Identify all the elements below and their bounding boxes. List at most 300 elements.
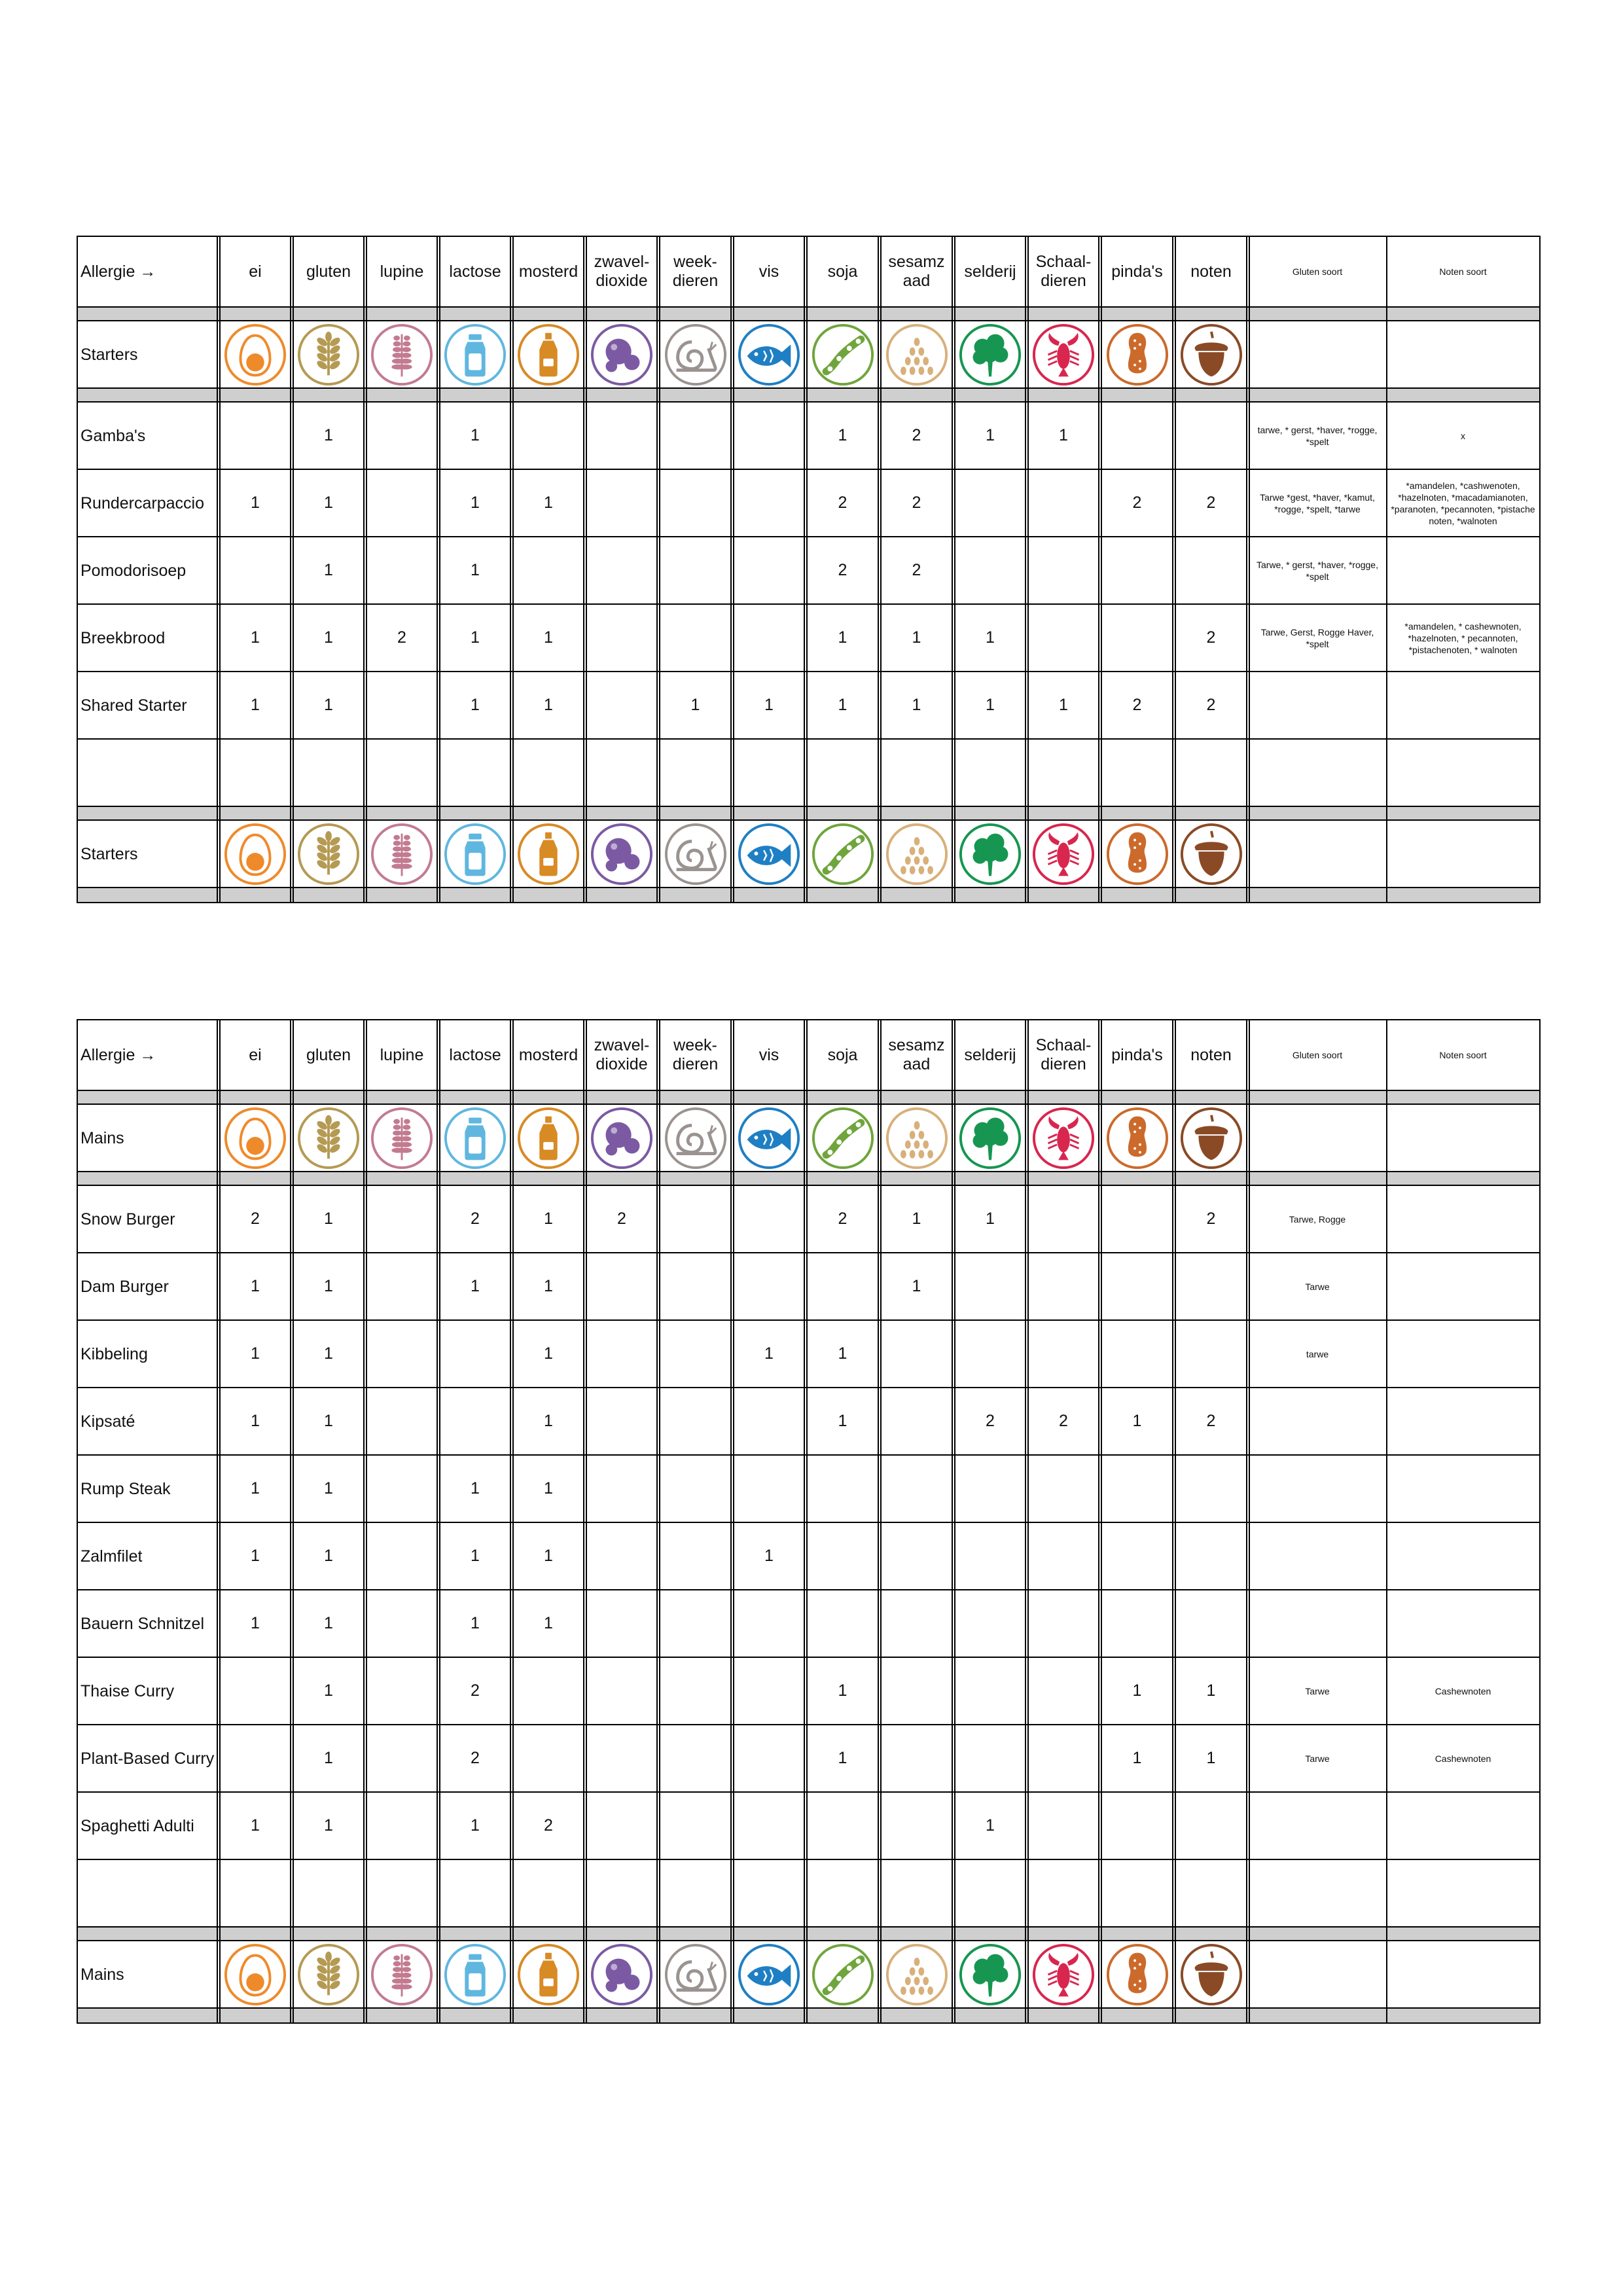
allergen-value-mosterd [512, 1725, 585, 1791]
allergen-value-zwaveldioxide [585, 740, 658, 806]
allergen-value-zwaveldioxide [585, 470, 658, 536]
allergen-value-selderij [954, 1860, 1027, 1926]
allergen-value-zwaveldioxide [585, 1253, 658, 1319]
mustard-icon [512, 1105, 585, 1171]
lobster-icon [1027, 1105, 1100, 1171]
allergen-value-lactose: 2 [471, 1681, 480, 1700]
allergen-value-selderij [954, 1523, 1027, 1589]
allergen-value-noten: 2 [1206, 628, 1216, 647]
column-divider [510, 237, 514, 902]
column-divider [1246, 1020, 1250, 2022]
allergen-value-ei [219, 740, 292, 806]
gluten-soort-value: Tarwe [1305, 1685, 1330, 1696]
sulphite-bubbles-icon [585, 1105, 658, 1171]
allergen-value-gluten: 1 [324, 628, 333, 647]
allergen-value-ei [219, 1860, 292, 1926]
allergen-value-mosterd [512, 740, 585, 806]
allergen-value-gluten: 1 [324, 426, 333, 444]
column-divider [510, 1020, 514, 2022]
allergen-value-ei: 1 [251, 1277, 260, 1295]
allergen-value-lupine [365, 672, 438, 738]
dish-name: Dam Burger [80, 1277, 169, 1296]
allergen-value-weekdieren [658, 1388, 732, 1454]
sesame-seeds-icon [880, 1941, 954, 2007]
allergen-value-vis [732, 1590, 806, 1657]
allergen-value-pindas [1100, 1456, 1174, 1522]
allergen-value-zwaveldioxide: 2 [617, 1210, 626, 1228]
allergen-value-vis [732, 1725, 806, 1791]
gluten-soort-value [1248, 740, 1387, 806]
column-divider [656, 237, 660, 902]
row-separator [78, 389, 1539, 403]
column-divider [804, 237, 808, 902]
allergen-value-mosterd: 1 [544, 1547, 553, 1565]
allergen-value-mosterd: 1 [544, 696, 553, 714]
dish-name: Spaghetti Adulti [80, 1816, 194, 1835]
header-row [78, 1020, 1539, 1091]
noten-soort-value [1387, 1523, 1539, 1589]
fish-icon [732, 1105, 806, 1171]
allergen-value-mosterd: 1 [544, 1614, 553, 1632]
allergen-value-pindas [1100, 1253, 1174, 1319]
allergen-value-ei: 1 [251, 1344, 260, 1363]
allergen-header-gluten: gluten [306, 262, 351, 281]
allergen-value-gluten [292, 740, 365, 806]
noten-soort-value [1387, 1388, 1539, 1454]
allergen-value-weekdieren [658, 1725, 732, 1791]
allergen-value-sesamzaad [880, 1860, 954, 1926]
allergen-value-sesamzaad [880, 1523, 954, 1589]
allergen-value-soja [806, 740, 880, 806]
allergen-value-mosterd: 2 [544, 1816, 553, 1835]
allergen-header-soja: soja [827, 262, 858, 281]
allergen-value-zwaveldioxide [585, 1658, 658, 1724]
allergen-value-gluten: 1 [324, 1344, 333, 1363]
allergen-value-vis [732, 605, 806, 671]
allergen-value-lactose: 1 [471, 1816, 480, 1835]
allergen-value-ei: 1 [251, 1614, 260, 1632]
allergen-header-zwaveldioxide: zwavel- dioxide [594, 1036, 650, 1073]
snail-icon [658, 821, 732, 887]
empty-cell [1387, 821, 1539, 887]
mustard-icon [512, 1941, 585, 2007]
fish-icon [732, 821, 806, 887]
dish-name: Kibbeling [80, 1344, 148, 1363]
allergen-header-lupine: lupine [380, 262, 424, 281]
lupine-icon [365, 1105, 438, 1171]
allergen-value-sesamzaad [880, 1725, 954, 1791]
row-separator [78, 807, 1539, 821]
allergen-value-gluten: 1 [324, 1547, 333, 1565]
allergen-value-lactose: 1 [471, 426, 480, 444]
allergen-value-noten: 2 [1206, 493, 1216, 512]
allergen-value-schaaldieren: 2 [1059, 1412, 1068, 1430]
allergen-value-lactose: 1 [471, 628, 480, 647]
allergen-value-selderij: 1 [986, 1816, 995, 1835]
table-row [78, 1186, 1539, 1253]
allergen-value-schaaldieren [1027, 1590, 1100, 1657]
dish-name: Plant-Based Curry [80, 1749, 215, 1768]
allergen-value-lupine [365, 1456, 438, 1522]
acorn-icon [1174, 1105, 1248, 1171]
allergen-value-pindas [1100, 605, 1174, 671]
row-separator [78, 1091, 1539, 1105]
allergen-header-lupine: lupine [380, 1045, 424, 1064]
allergen-value-selderij [954, 740, 1027, 806]
row-separator [78, 1928, 1539, 1941]
wheat-icon [292, 821, 365, 887]
allergen-value-weekdieren [658, 403, 732, 469]
allergen-value-sesamzaad [880, 1456, 954, 1522]
allergen-value-sesamzaad [880, 1388, 954, 1454]
table-row [78, 1860, 1539, 1928]
allergen-value-zwaveldioxide [585, 1725, 658, 1791]
allergen-header-noten: noten [1190, 262, 1232, 281]
allergen-header-weekdieren: week- dieren [672, 253, 719, 290]
allergen-value-zwaveldioxide [585, 1456, 658, 1522]
allergen-value-vis: 1 [764, 1547, 774, 1565]
allergen-value-soja: 2 [838, 561, 847, 579]
gluten-soort-value: tarwe [1306, 1348, 1329, 1359]
dish-name: Pomodorisoep [80, 561, 187, 580]
allergen-value-ei: 1 [251, 628, 260, 647]
allergen-value-noten: 2 [1206, 696, 1216, 714]
gluten-soort-value: Tarwe, Rogge [1289, 1213, 1346, 1225]
gluten-soort-value [1248, 1523, 1387, 1589]
snail-icon [658, 321, 732, 387]
egg-icon [219, 1941, 292, 2007]
table-row [78, 1793, 1539, 1860]
allergen-value-zwaveldioxide [585, 1321, 658, 1387]
allergen-value-pindas [1100, 1793, 1174, 1859]
wheat-icon [292, 321, 365, 387]
dish-name: Shared Starter [80, 696, 187, 715]
allergen-value-weekdieren [658, 1253, 732, 1319]
celery-icon [954, 1941, 1027, 2007]
allergen-header-vis: vis [758, 262, 779, 281]
column-divider [1172, 1020, 1176, 2022]
allergen-value-lupine [365, 470, 438, 536]
table-row [78, 537, 1539, 605]
column-divider [1098, 1020, 1102, 2022]
allergen-value-soja [806, 1456, 880, 1522]
allergen-value-ei: 1 [251, 1479, 260, 1498]
allergen-value-lactose: 1 [471, 1614, 480, 1632]
section-label: Mains [80, 1128, 124, 1147]
noten-soort-value [1387, 1860, 1539, 1926]
allergen-value-zwaveldioxide [585, 1793, 658, 1859]
allergen-value-noten [1174, 403, 1248, 469]
allergen-value-lupine [365, 1793, 438, 1859]
allergen-value-soja: 1 [838, 1412, 847, 1430]
allergen-value-noten: 2 [1206, 1412, 1216, 1430]
allergen-value-selderij [954, 470, 1027, 536]
gluten-soort-value [1248, 1388, 1387, 1454]
allergen-value-pindas [1100, 1860, 1174, 1926]
table-row [78, 1590, 1539, 1658]
table-row [78, 1456, 1539, 1523]
section-label: Starters [80, 345, 138, 364]
dish-name [78, 1860, 219, 1926]
mustard-icon [512, 321, 585, 387]
icon-row [78, 321, 1539, 389]
allergen-header-ei: ei [249, 1045, 262, 1064]
allergen-value-schaaldieren: 1 [1059, 426, 1068, 444]
column-divider [1386, 1020, 1387, 2022]
wheat-icon [292, 1105, 365, 1171]
allergen-value-zwaveldioxide [585, 403, 658, 469]
allergen-value-lupine [365, 1388, 438, 1454]
table-row [78, 1523, 1539, 1590]
column-divider [437, 237, 440, 902]
noten-soort-value [1387, 740, 1539, 806]
allergen-value-zwaveldioxide [585, 672, 658, 738]
allergen-value-selderij [954, 1590, 1027, 1657]
allergen-value-vis [732, 537, 806, 603]
egg-icon [219, 1105, 292, 1171]
celery-icon [954, 821, 1027, 887]
allergen-value-gluten: 1 [324, 493, 333, 512]
snail-icon [658, 1941, 732, 2007]
allergen-header-soja: soja [827, 1045, 858, 1064]
allergen-value-selderij [954, 1725, 1027, 1791]
noten-soort-value: x [1461, 430, 1465, 441]
section-label: Mains [80, 1965, 124, 1984]
column-divider [730, 237, 734, 902]
allergen-value-lupine [365, 1860, 438, 1926]
allergen-value-pindas [1100, 537, 1174, 603]
allergen-value-selderij [954, 1658, 1027, 1724]
allergen-header-lactose: lactose [449, 1045, 501, 1064]
fish-icon [732, 321, 806, 387]
lobster-icon [1027, 1941, 1100, 2007]
empty-cell [1248, 821, 1387, 887]
dish-name [78, 740, 219, 806]
noten-soort-value [1387, 537, 1539, 603]
empty-cell [1248, 1105, 1387, 1171]
allergen-value-lupine [365, 537, 438, 603]
allergen-value-pindas: 1 [1132, 1749, 1142, 1767]
empty-cell [1248, 321, 1387, 387]
column-divider [1025, 1020, 1029, 2022]
peanut-icon [1100, 321, 1174, 387]
row-separator [78, 308, 1539, 321]
peanut-icon [1100, 821, 1174, 887]
column-divider [656, 1020, 660, 2022]
column-divider [804, 1020, 808, 2022]
row-separator [78, 2009, 1539, 2022]
gluten-soort-header: Gluten soort [1292, 266, 1343, 277]
allergen-header-mosterd: mosterd [518, 1045, 579, 1064]
allergen-value-noten [1174, 1860, 1248, 1926]
gluten-soort-value: Tarwe, * gerst, *haver, *rogge, *spelt [1257, 559, 1378, 582]
allergen-value-weekdieren [658, 1658, 732, 1724]
peanut-icon [1100, 1105, 1174, 1171]
gluten-soort-value: tarwe, * gerst, *haver, *rogge, *spelt [1257, 424, 1378, 447]
allergen-value-schaaldieren [1027, 1523, 1100, 1589]
header-row [78, 237, 1539, 308]
noten-soort-header: Noten soort [1439, 1050, 1487, 1060]
lupine-icon [365, 321, 438, 387]
noten-soort-value: *amandelen, *cashwenoten, *hazelnoten, *macadamianoten, *paranoten, *pecannoten, *pistache noten, *walnoten [1391, 480, 1535, 526]
allergen-value-lactose: 1 [471, 493, 480, 512]
allergen-value-zwaveldioxide [585, 1590, 658, 1657]
allergen-value-lactose: 1 [471, 1547, 480, 1565]
allergen-value-weekdieren [658, 1860, 732, 1926]
allergen-value-schaaldieren: 1 [1059, 696, 1068, 714]
allergen-value-mosterd: 1 [544, 1412, 553, 1430]
allergen-value-gluten: 1 [324, 1210, 333, 1228]
allergen-value-lupine [365, 1186, 438, 1252]
allergen-value-lupine [365, 1590, 438, 1657]
egg-icon [219, 821, 292, 887]
allergen-value-mosterd: 1 [544, 1277, 553, 1295]
acorn-icon [1174, 321, 1248, 387]
allergen-header-sesamzaad: sesamz aad [888, 253, 945, 290]
table-row [78, 1658, 1539, 1725]
allergen-value-soja [806, 1523, 880, 1589]
allergen-value-soja: 2 [838, 493, 847, 512]
allergen-value-pindas [1100, 740, 1174, 806]
allergen-value-gluten: 1 [324, 1412, 333, 1430]
allergen-value-gluten [292, 1860, 365, 1926]
column-divider [290, 237, 294, 902]
lupine-icon [365, 821, 438, 887]
celery-icon [954, 321, 1027, 387]
column-divider [878, 237, 882, 902]
allergen-value-weekdieren [658, 1456, 732, 1522]
allergen-value-ei [219, 403, 292, 469]
gluten-soort-header: Gluten soort [1292, 1050, 1343, 1060]
allergen-value-noten [1174, 1456, 1248, 1522]
gluten-soort-value [1248, 672, 1387, 738]
allergen-value-gluten: 1 [324, 1816, 333, 1835]
noten-soort-value: Cashewnoten [1435, 1753, 1491, 1764]
allergen-value-selderij: 1 [986, 628, 995, 647]
allergen-value-lactose: 2 [471, 1749, 480, 1767]
allergen-value-sesamzaad: 2 [912, 561, 921, 579]
sesame-seeds-icon [880, 321, 954, 387]
allergen-header-noten: noten [1190, 1045, 1232, 1064]
allergen-value-gluten: 1 [324, 696, 333, 714]
noten-soort-value [1387, 1793, 1539, 1859]
allergen-value-soja: 1 [838, 1344, 847, 1363]
allergen-value-weekdieren [658, 1523, 732, 1589]
allergen-value-noten [1174, 1253, 1248, 1319]
allergen-value-soja: 1 [838, 1681, 847, 1700]
noten-soort-value [1387, 1253, 1539, 1319]
allergen-value-pindas: 2 [1132, 493, 1142, 512]
gluten-soort-value: Tarwe [1305, 1753, 1330, 1764]
empty-cell [1387, 321, 1539, 387]
gluten-soort-value: Tarwe *gest, *haver, *kamut, *rogge, *spelt, *tarwe [1260, 492, 1375, 514]
allergen-value-schaaldieren [1027, 1860, 1100, 1926]
allergen-value-ei: 1 [251, 1547, 260, 1565]
allergen-value-schaaldieren [1027, 1456, 1100, 1522]
allergen-value-sesamzaad [880, 740, 954, 806]
allergen-value-pindas [1100, 1321, 1174, 1387]
allergen-value-lactose [438, 1321, 512, 1387]
noten-soort-value [1387, 1186, 1539, 1252]
allergen-value-pindas [1100, 1186, 1174, 1252]
allergen-value-zwaveldioxide [585, 605, 658, 671]
table-row [78, 605, 1539, 672]
allergen-value-schaaldieren [1027, 740, 1100, 806]
allergen-value-selderij: 2 [986, 1412, 995, 1430]
allergen-value-schaaldieren [1027, 1658, 1100, 1724]
allergen-value-lactose: 1 [471, 696, 480, 714]
noten-soort-header: Noten soort [1439, 266, 1487, 277]
allergen-value-vis [732, 403, 806, 469]
allergen-value-schaaldieren [1027, 1793, 1100, 1859]
allergen-value-mosterd [512, 537, 585, 603]
acorn-icon [1174, 1941, 1248, 2007]
soy-pod-icon [806, 821, 880, 887]
egg-icon [219, 321, 292, 387]
noten-soort-value [1387, 672, 1539, 738]
allergen-value-vis [732, 1456, 806, 1522]
allergen-table-mains [77, 1019, 1541, 2024]
sulphite-bubbles-icon [585, 321, 658, 387]
allergen-value-soja: 1 [838, 426, 847, 444]
allergen-header-schaaldieren: Schaal- dieren [1035, 1036, 1092, 1073]
icon-row [78, 821, 1539, 888]
allergen-header-weekdieren: week- dieren [672, 1036, 719, 1073]
dish-name: Bauern Schnitzel [80, 1614, 205, 1633]
allergen-value-soja: 1 [838, 628, 847, 647]
milk-bottle-icon [438, 321, 512, 387]
allergen-value-noten: 1 [1206, 1749, 1216, 1767]
gluten-soort-value [1248, 1590, 1387, 1657]
allergen-header-zwaveldioxide: zwavel- dioxide [594, 253, 650, 290]
column-divider [437, 1020, 440, 2022]
column-divider [363, 1020, 367, 2022]
allergen-value-noten [1174, 1793, 1248, 1859]
allergen-value-sesamzaad: 1 [912, 1210, 921, 1228]
allergen-value-selderij [954, 1321, 1027, 1387]
column-divider [1025, 237, 1029, 902]
section-label: Starters [80, 844, 138, 863]
column-divider [878, 1020, 882, 2022]
allergen-value-pindas: 2 [1132, 696, 1142, 714]
allergen-value-gluten: 1 [324, 1614, 333, 1632]
fish-icon [732, 1941, 806, 2007]
allergen-value-soja: 2 [838, 1210, 847, 1228]
allergen-value-lactose [438, 1388, 512, 1454]
allergen-value-soja [806, 1793, 880, 1859]
row-separator [78, 1172, 1539, 1186]
empty-cell [1387, 1105, 1539, 1171]
allergen-value-soja: 1 [838, 1749, 847, 1767]
allergen-value-noten [1174, 740, 1248, 806]
allergen-value-schaaldieren [1027, 470, 1100, 536]
noten-soort-value [1387, 1456, 1539, 1522]
allergen-value-zwaveldioxide [585, 1388, 658, 1454]
allergen-value-noten [1174, 1523, 1248, 1589]
gluten-soort-value [1248, 1793, 1387, 1859]
allergen-value-lupine [365, 740, 438, 806]
soy-pod-icon [806, 1105, 880, 1171]
icon-row [78, 1941, 1539, 2009]
allergen-value-ei [219, 1658, 292, 1724]
allergen-value-vis: 1 [764, 1344, 774, 1363]
table-row [78, 1725, 1539, 1793]
allergen-value-selderij [954, 1456, 1027, 1522]
allergen-value-mosterd: 1 [544, 628, 553, 647]
allergen-value-zwaveldioxide [585, 1523, 658, 1589]
noten-soort-value: Cashewnoten [1435, 1685, 1491, 1696]
allergen-value-sesamzaad: 1 [912, 628, 921, 647]
